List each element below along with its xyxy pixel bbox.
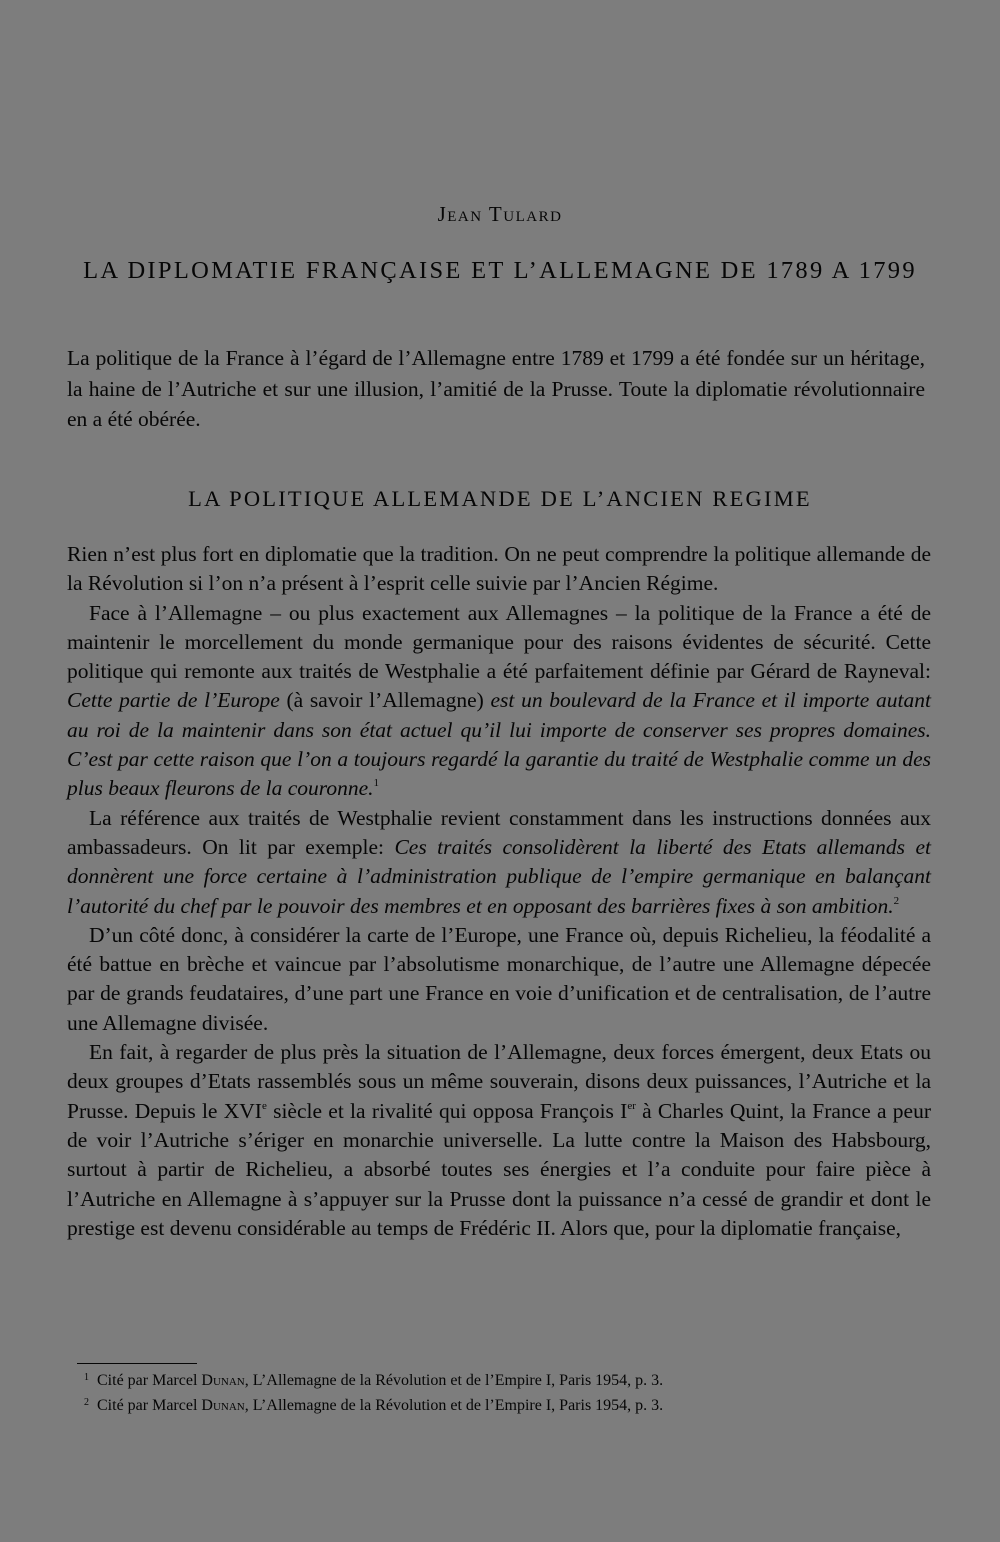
paragraph-1: Rien n’est plus fort en diplomatie que la tradition. On ne peut comprendre la politique allemande de la Révolution si l’on n’a présent à l’esprit celle suivie par l’Ancien Régime. — [67, 542, 931, 596]
footnote-source: , L’Allemagne de la Révolution et de l’Empire I, Paris 1954, p. 3. — [244, 1372, 664, 1389]
footnote-author: Dunan — [201, 1372, 245, 1389]
superscript-er: er — [627, 1099, 636, 1112]
paragraph-5-text-b: siècle et la rivalité qui opposa François I — [266, 1098, 628, 1123]
footnote-rule — [77, 1363, 197, 1364]
footnote-number: 2 — [84, 1397, 89, 1408]
paragraph-2 — [67, 599, 931, 804]
paragraph-3-text: La référence aux traités de Westphalie revient constamment dans les instructions données aux ambassadeurs. On lit par exemple: — [67, 805, 931, 859]
paragraph-3 — [67, 804, 931, 921]
superscript-e: e — [261, 1099, 267, 1112]
paragraph-2-aside: (à savoir l’Allemagne) — [279, 688, 491, 713]
footnote-ref-1[interactable]: 1 — [373, 777, 380, 790]
paragraph-5-text-a: En fait, à regarder de plus près la situation de l’Allemagne, deux forces émergent, deux Etats ou deux groupes d’Etats rassemblés sous un même souverain, disons deux puissances, l’Autriche et la Prusse. Depuis le XVI — [67, 1040, 931, 1123]
footnote-1 — [84, 1368, 944, 1393]
footnotes — [84, 1368, 944, 1418]
paragraph-5-text-c: à Charles Quint, la France a peur de voir l’Autriche s’ériger en monarchie universelle. La lutte contre la Maison des Habsbourg, surtout à partir de Richelieu, a absorbé toutes ses énergies et l’a conduite pour faire pièce à l’Autriche en Allemagne à s’appuyer sur la Prusse dont la puissance n’a cessé de grandir et dont le prestige est devenu considérable au temps de Frédéric II. Alors que, pour la diplomatie française, — [67, 1098, 931, 1240]
body-text — [67, 540, 931, 1243]
footnote-text: Cité par Marcel — [97, 1397, 202, 1414]
footnote-source: , L’Allemagne de la Révolution et de l’Empire I, Paris 1954, p. 3. — [244, 1397, 664, 1414]
abstract: La politique de la France à l’égard de l’Allemagne entre 1789 et 1799 a été fondée sur un héritage, la haine de l’Autriche et sur une illusion, l’amitié de la Prusse. Toute la diplomatie révolutionnaire en a été obérée. — [67, 346, 925, 431]
section-heading: LA POLITIQUE ALLEMANDE DE L’ANCIEN REGIME — [188, 486, 812, 511]
paragraph-3-quote: Ces traités consolidèrent la liberté des Etats allemands et donnèrent une force certaine à l’administration publique de l’empire germanique en balançant l’autorité du chef par le pouvoir des membres et en opposant des barrières fixes à son ambition. — [67, 834, 931, 918]
footnote-2 — [84, 1393, 944, 1418]
footnote-text: Cité par Marcel — [97, 1372, 202, 1389]
paragraph-2-text: Face à l’Allemagne – ou plus exactement aux Allemagnes – la politique de la France a été de maintenir le morcellement du monde germanique pour des raisons évidentes de sécurité. Cette politique qui remonte aux traités de Westphalie a été parfaitement définie par Gérard de Rayneval: — [67, 600, 931, 684]
footnote-number: 1 — [84, 1372, 89, 1383]
author-name: Jean Tulard — [437, 202, 563, 226]
footnote-author: Dunan — [201, 1397, 245, 1414]
article-title: LA DIPLOMATIE FRANÇAISE ET L’ALLEMAGNE DE 1789 A 1799 — [83, 257, 917, 284]
paragraph-2-quote: est un boulevard de la France et il importe autant au roi de la maintenir dans son état actuel qu’il lui importe de conserver ses propres domaines. C’est par cette raison que l’on a toujours regardé la garantie du traité de Westphalie comme un des plus beaux fleurons de la couronne. — [67, 688, 932, 801]
paragraph-4: D’un côté donc, à considérer la carte de l’Europe, une France où, depuis Richelieu, la féodalité a été battue en brèche et vaincue par l’absolutisme monarchique, de l’autre une Allemagne dépecée par de grands feudataires, d’une part une France en voie d’unification et de centralisation, de l’autre une Allemagne divisée. — [67, 922, 931, 1035]
paragraph-2-quote-start: Cette partie de l’Europe — [67, 688, 280, 713]
paragraph-5 — [67, 1038, 931, 1243]
footnote-ref-2[interactable]: 2 — [893, 894, 900, 907]
